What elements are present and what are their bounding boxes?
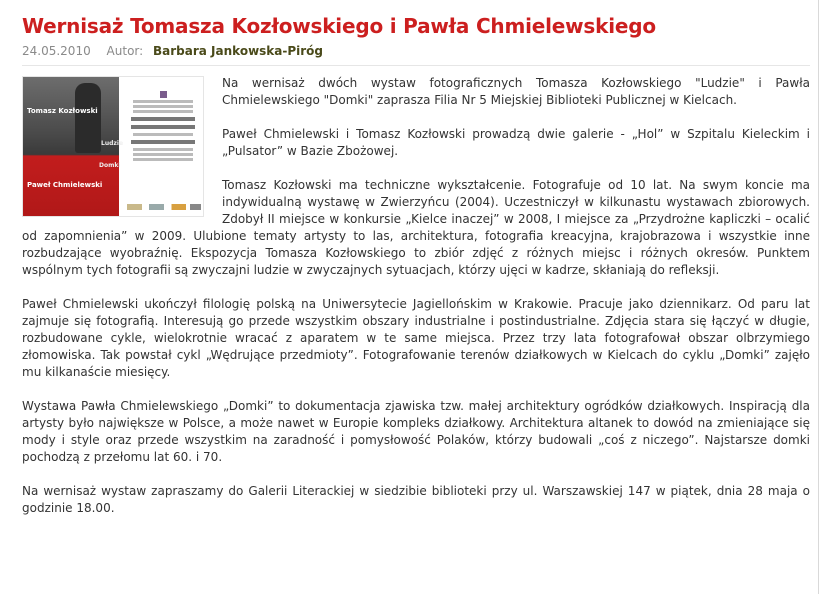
- poster-text-line: [131, 125, 195, 129]
- poster-label-domki: Domki: [99, 162, 121, 169]
- paragraph: Na wernisaż wystaw zapraszamy do Galerii Literackiej w siedzibie biblioteki przy ul. Warszawskiej 147 w piątek, dnia 28 maja o godzinie 18.00.: [22, 484, 810, 515]
- paragraph: Tomasz Kozłowski ma techniczne wykształcenie. Fotografuje od 10 lat. Na swym koncie ma indywidualną wystawę w Zwierzyńcu (2004). Uczestniczył w kilkunastu wystawach zbiorowych. Zdobył II miejsce w konkursie „Kielce inaczej” w 2008, I miejsce za „Przydrożne kapliczki – ocalić od zapomnienia” w 2009. Ulubione tematy artysty to las, architektura, fotografia kreacyjna, krajobrazowa i wszystkie inne rozbudzające wyobraźnię. Ekspozycja Tomasza Kozłowskiego to zbiór zdjęć z różnych miejsc i różnych okresów. Punktem wspólnym tych fotografii są zwyczajni ludzie w zwyczajnych sytuacjach, którzy ujęci w kadrze, skłaniają do refleksji.: [22, 178, 810, 277]
- exhibition-poster-image[interactable]: [22, 76, 204, 217]
- poster-text-line: [131, 117, 195, 121]
- poster-text-line: [133, 105, 193, 108]
- poster-name-chmielewski: Paweł Chmielewski: [27, 181, 103, 189]
- library-logo-icon: [160, 91, 167, 98]
- article: [22, 0, 810, 534]
- poster-label-ludzie: Ludzie: [101, 140, 124, 147]
- poster-text-line: [133, 100, 193, 103]
- poster-text-line: [133, 133, 193, 136]
- poster-text-block: [123, 77, 203, 217]
- poster-text-line: [133, 153, 193, 156]
- poster-text-line: [133, 158, 193, 161]
- poster-name-kozlowski: Tomasz Kozłowski: [27, 107, 98, 115]
- author-link[interactable]: Barbara Jankowska-Piróg: [153, 44, 324, 58]
- paragraph: Paweł Chmielewski ukończył filologię polską na Uniwersytecie Jagiellońskim w Krakowie. Pracuje jako dziennikarz. Od paru lat zajmuje się fotografią. Interesują go przede wszystkim obszary industrialne i postindustrialne. Zdjęcia stara się łączyć w długie, rozbudowane cykle, wielokrotnie wracać z aparatem w te same miejsca. Przez trzy lata fotografował obszar olbrzymiego złomowiska. Tak powstał cykl „Wędrujące przedmioty”. Fotografowanie terenów działkowych w Kielcach do cyklu „Domki” zajęło mu kilkanaście miesięcy.: [22, 297, 810, 379]
- poster-text-line: [133, 148, 193, 151]
- paragraph: Na wernisaż dwóch wystaw fotograficznych Tomasza Kozłowskiego "Ludzie" i Pawła Chmielewskiego "Domki" zaprasza Filia Nr 5 Miejskiej Biblioteki Publicznej w Kielcach.: [222, 76, 810, 107]
- sponsor-logos: [127, 204, 201, 210]
- paragraph: Paweł Chmielewski i Tomasz Kozłowski prowadzą dwie galerie - „Hol” w Szpitalu Kieleckim i „Pulsator” w Bazie Zbożowej.: [222, 127, 810, 158]
- paragraph: Wystawa Pawła Chmielewskiego „Domki” to dokumentacja zjawiska tzw. małej architektury ogródków działkowych. Inspiracją dla artysty było największe w Polsce, a może nawet w Europie kompleks działkowy. Architektura altanek to dowód na zmieniające się mody i style oraz przede wszystkim na zaradność i pomysłowość Polaków, którzy budowali „coś z niczego”. Najstarsze domki pochodzą z przełomu lat 60. i 70.: [22, 399, 810, 464]
- author-label: Autor:: [106, 44, 144, 58]
- poster-text-line: [133, 110, 193, 113]
- article-title: Wernisaż Tomasza Kozłowskiego i Pawła Chmielewskiego: [22, 14, 656, 38]
- article-body: [22, 75, 810, 517]
- content-border: [818, 0, 819, 594]
- article-meta: [22, 42, 810, 66]
- article-date: 24.05.2010: [22, 44, 91, 58]
- poster-text-line: [131, 140, 195, 144]
